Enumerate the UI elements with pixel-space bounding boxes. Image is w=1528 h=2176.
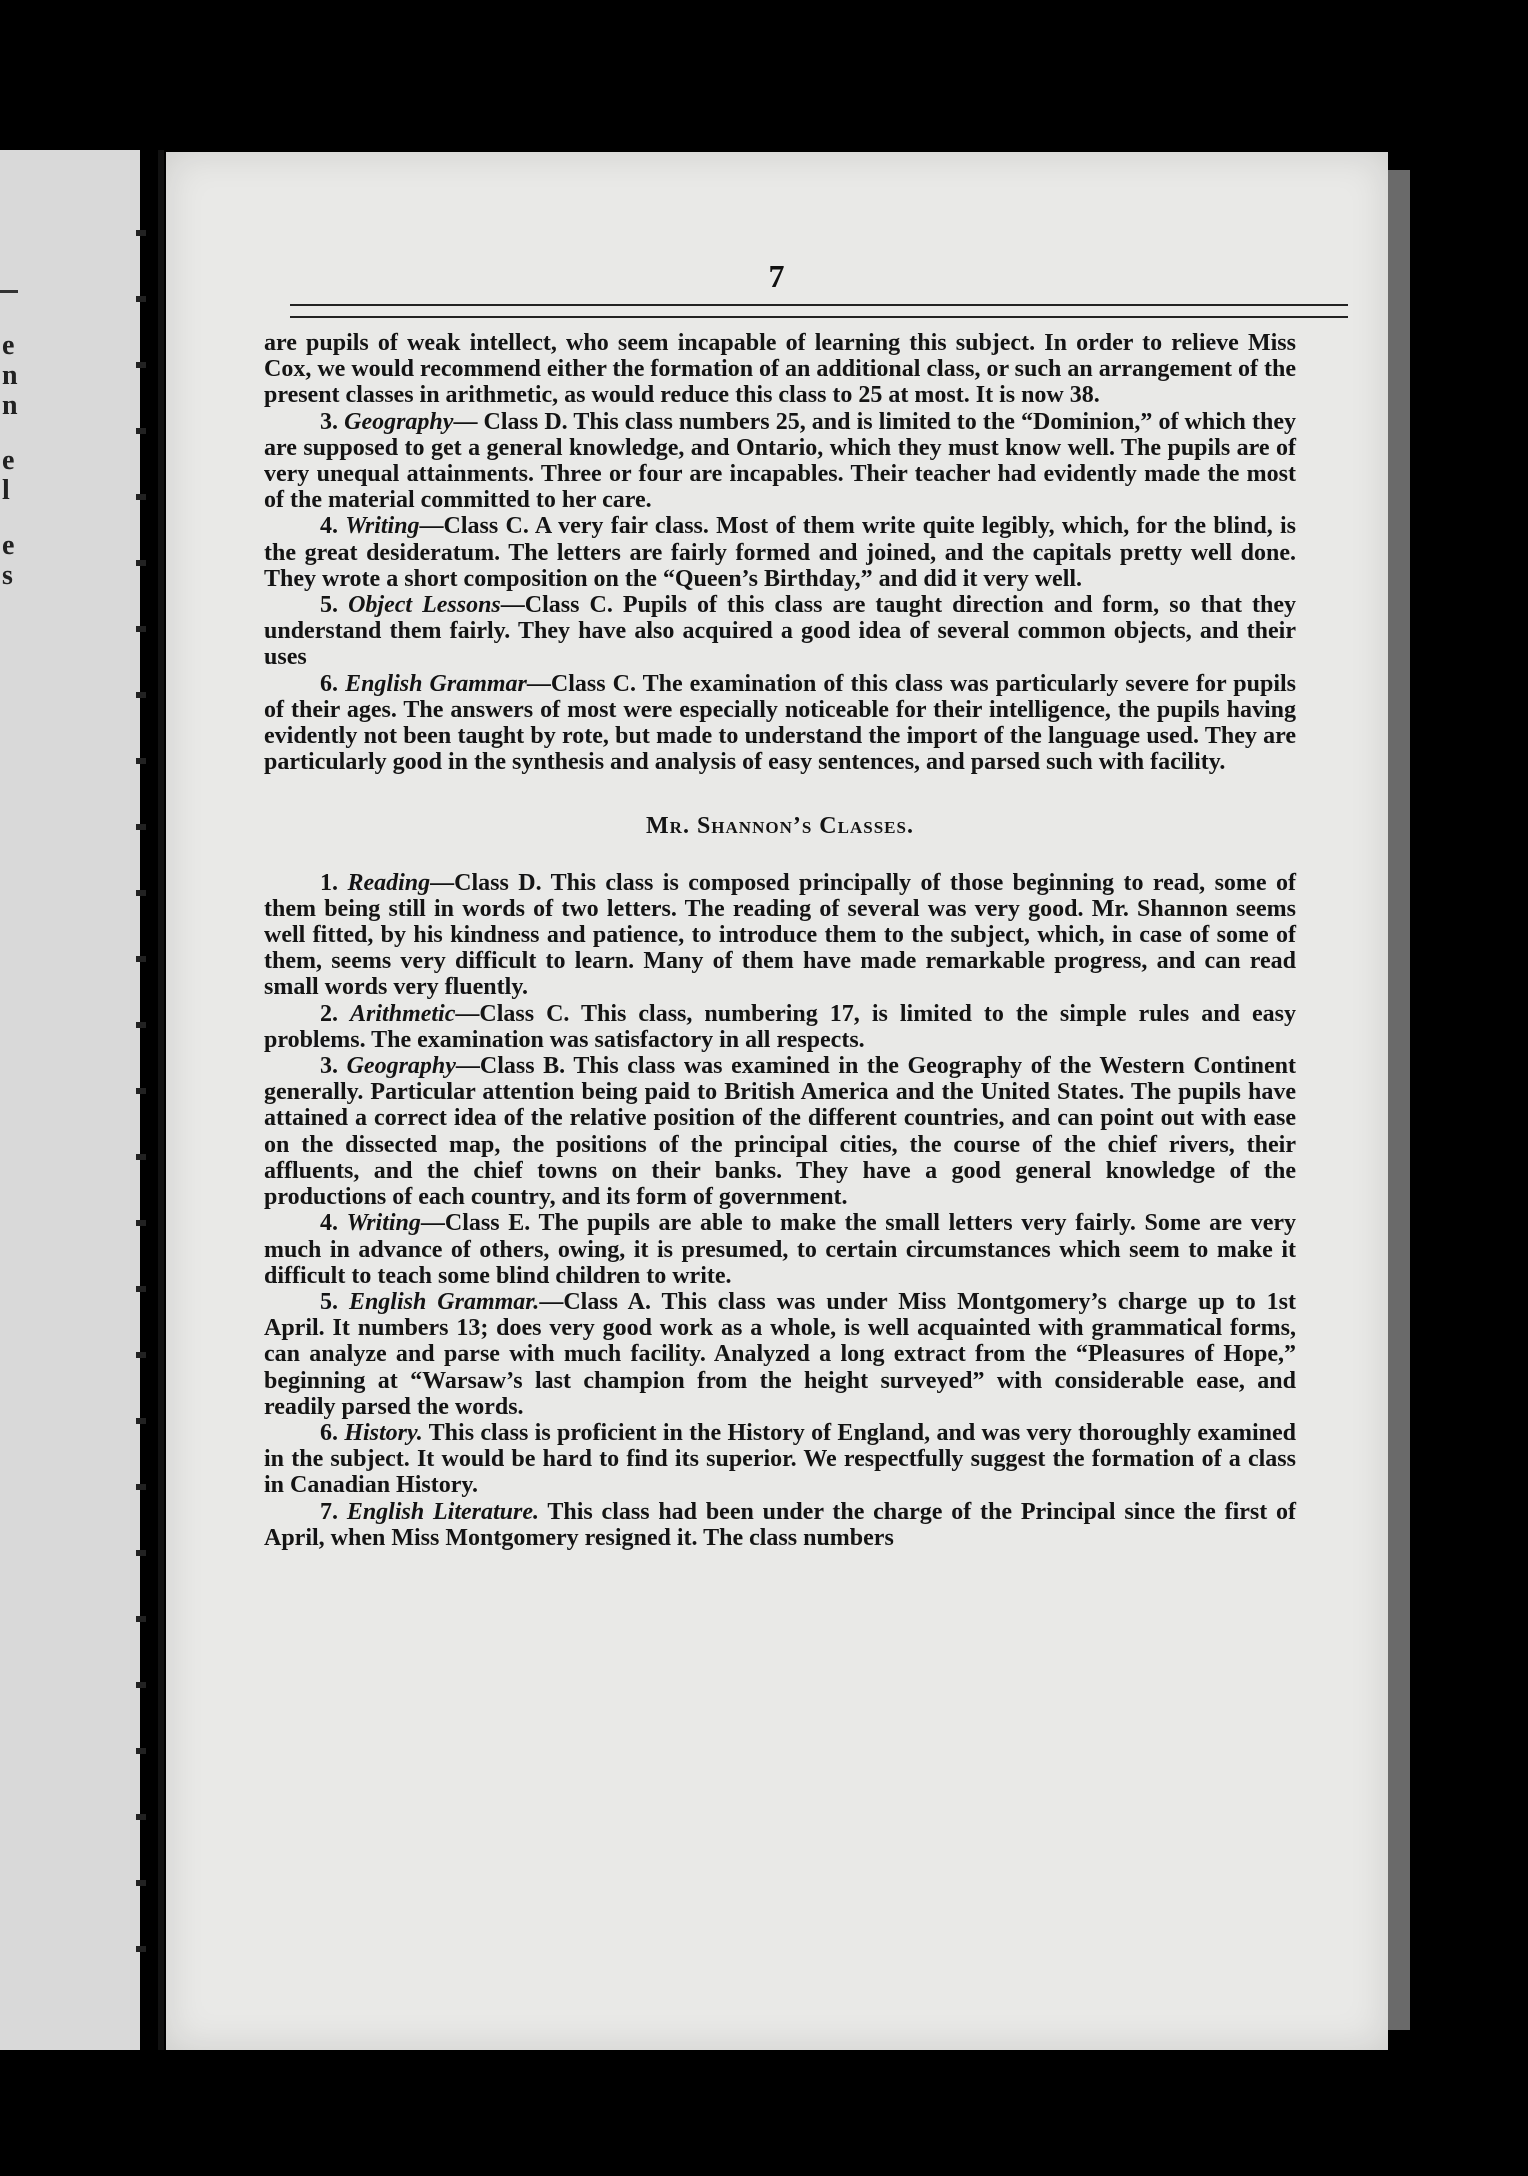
paragraph-number: 5. [320, 1288, 338, 1315]
paragraph [264, 671, 1296, 776]
paragraph-text: This class is proficient in the History of England, and was very thoroughly examined in the subject. It would be hard to find its superior. We respectfully suggest the formation of a class in Canadian History. [264, 1419, 1296, 1499]
paragraph-text: — Class D. This class numbers 25, and is limited to the “Dominion,” of which they are supposed to get a general knowledge, and Ontario, which they must know well. The pupils are of very unequal attainments. Three or four are incapables. Their teacher had evidently made the most of the material committed to her care. [264, 408, 1297, 514]
paragraph-number: 2. [320, 1000, 338, 1027]
subject-label: Geography [344, 408, 454, 435]
paragraph-text: —Class C. Pupils of this class are taught direction and form, so that they understand them fairly. They have also acquired a good idea of several common objects, and their uses [264, 592, 1297, 671]
previous-page-rule [0, 290, 18, 293]
binding-stitch-marks [136, 170, 146, 1970]
page-edge-shadow [1388, 170, 1410, 2030]
subject-label: History. [344, 1419, 423, 1446]
paragraph-number: 5. [320, 592, 338, 619]
binding-gutter [158, 150, 164, 2050]
section-heading: Mr. Shannon’s Classes. [646, 813, 914, 840]
paragraph-text: —Class B. This class was examined in the Geography of the Western Continent generally. Particular attention being paid to British America and the United States. The pupils have attained a correct idea of the relative position of the different countries, and can point out with ease on the dissected map, the positions of the principal cities, the course of the chief rivers, their affluents, and the chief towns on their banks. They have a good general knowledge of the productions of each country, and its form of government. [264, 1053, 1296, 1211]
subject-label: Writing [346, 1210, 421, 1237]
paragraph-number: 7. [320, 1498, 338, 1525]
paragraph [264, 592, 1296, 671]
paragraph [264, 1053, 1296, 1210]
previous-page-fragment: n [2, 390, 18, 421]
subject-label: Object Lessons [348, 592, 501, 619]
paragraph [264, 1499, 1296, 1551]
subject-label: Reading [347, 869, 431, 896]
report-section-continued [264, 330, 1296, 775]
paragraph [264, 870, 1296, 1001]
paragraph [264, 330, 1296, 409]
subject-label: English Grammar. [348, 1288, 540, 1315]
paragraph [264, 1420, 1296, 1499]
header-rule [290, 304, 1348, 318]
page-body [264, 330, 1296, 1551]
paragraph-number: 4. [320, 1210, 338, 1237]
paragraph-number: 3. [320, 408, 338, 435]
subject-label: Arithmetic [350, 1000, 456, 1027]
subject-label: English Literature. [346, 1498, 539, 1525]
subject-label: Writing [345, 513, 420, 540]
previous-page-fragment: l [2, 475, 10, 506]
paragraph-text: —Class C. This class, numbering 17, is limited to the simple rules and easy problems. The examination was satisfactory in all respects. [264, 1000, 1297, 1053]
paragraph-text: —Class C. The examination of this class was particularly severe for pupils of their ages. The answers of most were especially noticeable for their intelligence, the pupils having evidently not been taught by rote, but made to understand the import of the language used. They are particularly good in the synthesis and analysis of easy sentences, and parsed such with facility. [264, 670, 1297, 776]
paragraph [264, 1001, 1296, 1053]
paragraph-number: 4. [320, 513, 338, 540]
previous-page-fragment: e [2, 530, 15, 561]
paragraph-number: 6. [320, 1419, 338, 1446]
page-number: 7 [768, 258, 786, 294]
previous-page-fragment: e [2, 445, 15, 476]
previous-page-fragment: s [2, 560, 13, 591]
document-page [166, 152, 1388, 2050]
paragraph-text: This class had been under the charge of the Principal since the first of April, when Miss Montgomery resigned it. The class numbers [264, 1498, 1297, 1551]
previous-page-fragment: e [2, 330, 15, 361]
report-section-shannon [264, 870, 1296, 1551]
previous-page-fragment: n [2, 360, 18, 391]
paragraph [264, 513, 1296, 592]
subject-label: Geography [346, 1053, 456, 1080]
paragraph [264, 1210, 1296, 1289]
paragraph-text: are pupils of weak intellect, who seem incapable of learning this subject. In order to relieve Miss Cox, we would recommend either the formation of an additional class, or such an arrangement of the present classes in arithmetic, as would reduce this class to 25 at most. It is now 38. [264, 330, 1296, 409]
paragraph-number: 3. [320, 1053, 338, 1080]
paragraph-number: 1. [320, 869, 338, 896]
paragraph [264, 1289, 1296, 1420]
paragraph [264, 409, 1296, 514]
paragraph-text: —Class C. A very fair class. Most of them write quite legibly, which, for the blind, is the great desideratum. The letters are fairly formed and joined, and the capitals pretty well done. They wrote a short composition on the “Queen’s Birthday,” and did it very well. [264, 513, 1296, 592]
paragraph-number: 6. [320, 670, 338, 697]
subject-label: English Grammar [345, 670, 527, 697]
paragraph-text: —Class A. This class was under Miss Montgomery’s charge up to 1st April. It numbers 13; does very good work as a whole, is well acquainted with grammatical forms, can analyze and parse with much facility. Analyzed a long extract from the “Pleasures of Hope,” beginning at “Warsaw’s last champion from the height surveyed” with considerable ease, and readily parsed the words. [264, 1288, 1297, 1420]
previous-page-edge [0, 150, 140, 2050]
paragraph-text: —Class D. This class is composed principally of those beginning to read, some of them being still in words of two letters. The reading of several was very good. Mr. Shannon seems well fitted, by his kindness and patience, to introduce them to the subject, which, in case of some of them, seems very difficult to learn. Many of them have made remarkable progress, and can read small words very fluently. [264, 869, 1296, 1001]
paragraph-text: —Class E. The pupils are able to make the small letters very fairly. Some are very much in advance of others, owing, it is presumed, to certain circumstances which seem to make it difficult to teach some blind children to write. [264, 1210, 1296, 1289]
